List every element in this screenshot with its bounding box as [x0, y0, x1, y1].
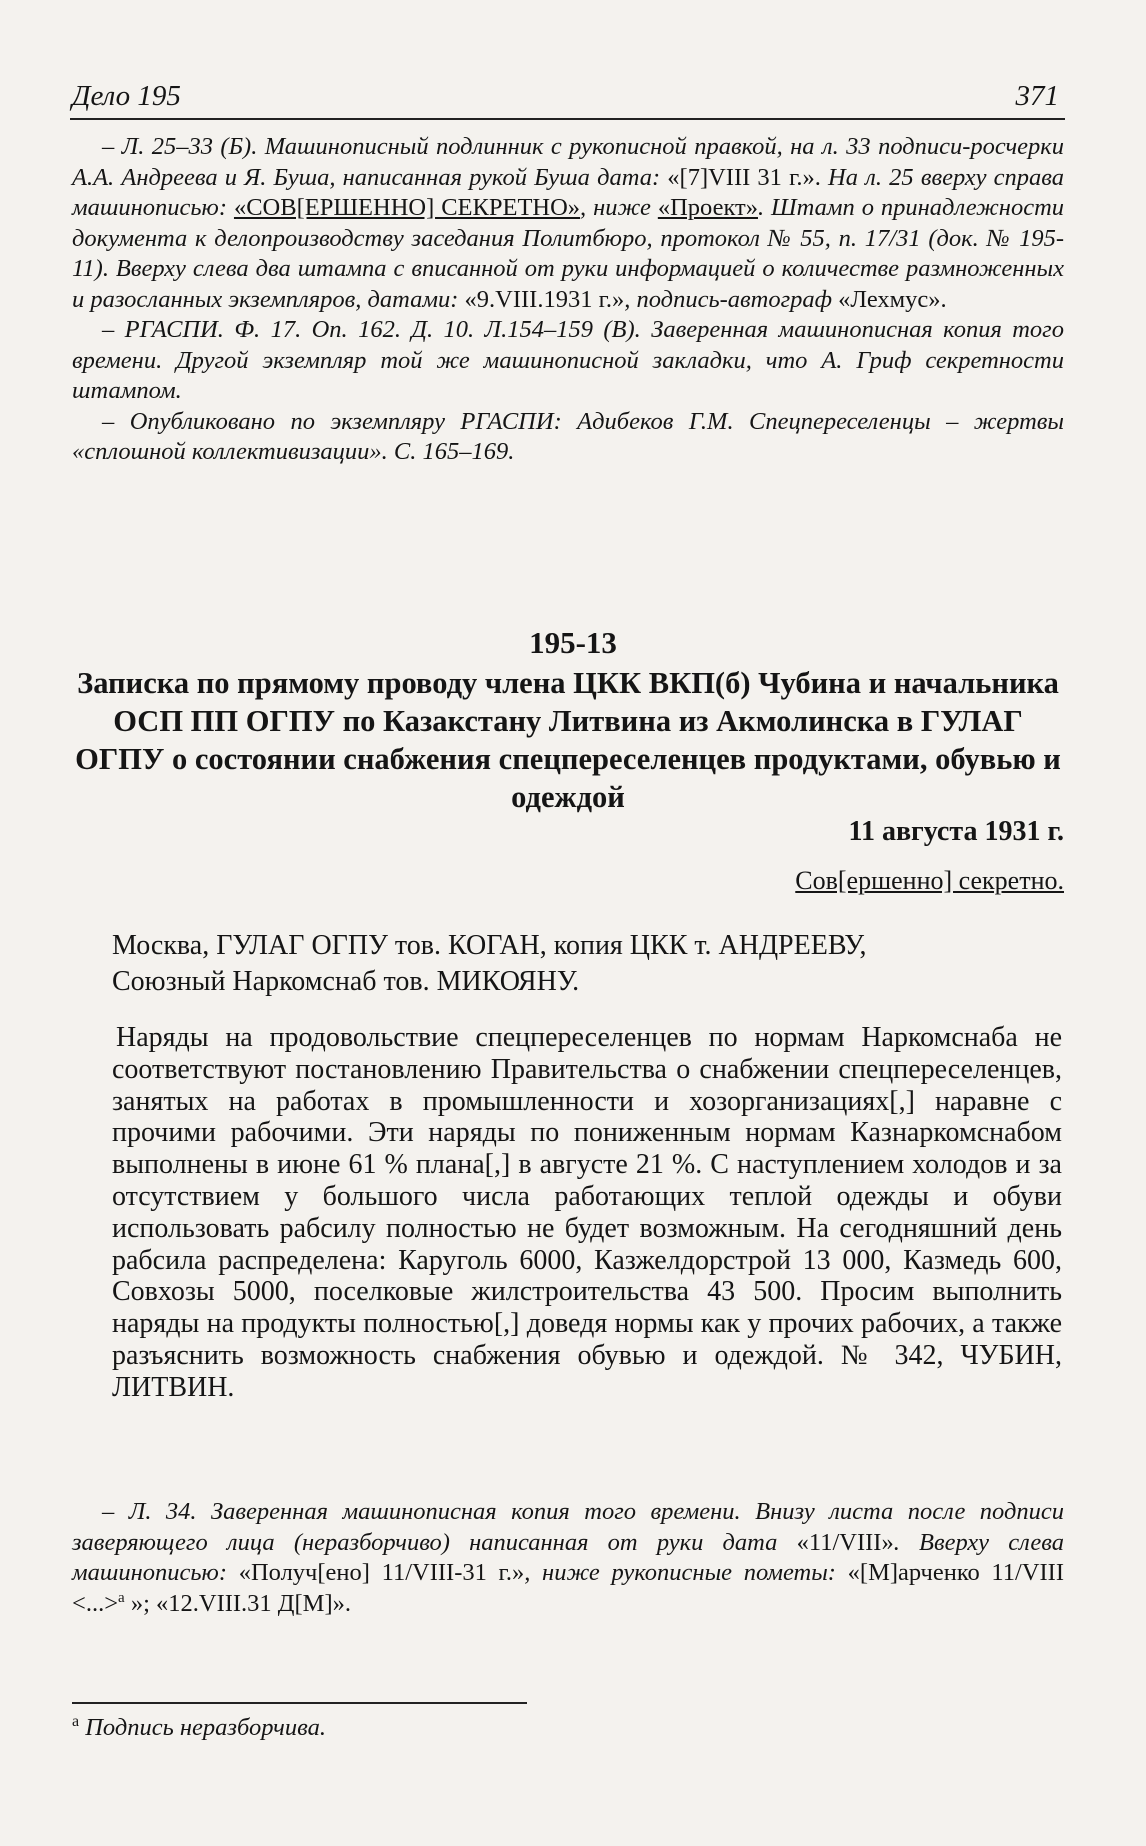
archive-note-1	[72, 132, 1064, 315]
source-received: «Получ[ено] 11/VIII-31 г.»	[238, 1559, 525, 1586]
running-header	[70, 70, 1065, 120]
archive-notes	[72, 132, 1064, 468]
source-text-1: – Л. 34. Заверенная машинописная копия того времени. Внизу листа после подписи заверяющего лица (неразборчиво) написанная от руки дата	[72, 1498, 1064, 1556]
source-date: «11/VIII»	[796, 1528, 894, 1556]
note-1-project: «Проект»	[657, 194, 758, 221]
page-number: 371	[1015, 80, 1059, 112]
body-paragraph: Наряды на продовольствие спецпереселенцев по нормам Наркомснаба не соответствуют постановлению Правительства о снабжении спецпереселенцев, занятых на работах в промышленности и хозорганизациях[,] наравне с прочими рабочими. Эти наряды по пониженным нормам Казнаркомснабом выполнены в июне 61 % плана[,] в августе 21 %. С наступлением холодов и за отсутствием у большого числа работающих теплой одежды и обуви использовать рабсилу полностью не будет возможным. На сегодняшний день рабсила распределена: Каруголь 6000, Казжелдорстрой 13 000, Казмедь 600, Совхозы 5000, поселковые жилстроительства 43 500. Просим выполнить наряды на продукты полностью[,] доведя нормы как у прочих рабочих, а также разъяснить возможность снабжения обувью и одеждой. № 342, ЧУБИН, ЛИТВИН.	[112, 1022, 1062, 1403]
source-note-paragraph	[72, 1497, 1064, 1619]
addressee-line-2: Союзный Наркомснаб тов. МИКОЯНУ.	[112, 966, 580, 997]
footnote-text: Подпись неразборчива.	[79, 1714, 326, 1741]
addressee	[112, 928, 1062, 1000]
note-1-text-3: , ниже	[580, 194, 658, 221]
running-header-case: Дело 195	[72, 80, 181, 112]
note-1-name: «Лехмус».	[838, 285, 947, 313]
footnote-ref: а	[118, 1589, 125, 1606]
source-mark-1-end: »;	[124, 1589, 150, 1617]
note-1-text-4: . Штамп о принадлежности документа к делопроизводству заседания Политбюро, протокол № 55, п. 17/31 (док. № 195-11). Вверху слева два штампа с вписанной от руки информацией о количестве размноженных и разосланных экземпляров, датами:	[72, 194, 1065, 313]
document-date: 11 августа 1931 г.	[848, 816, 1064, 847]
note-1-stamp: «СОВ[ЕРШЕННО] СЕКРЕТНО»	[233, 194, 581, 221]
document-number: 195-13	[529, 625, 617, 660]
note-1-dates: «9.VIII.1931 г.»	[464, 285, 625, 313]
source-note	[72, 1497, 1064, 1619]
footnote-marker: а	[72, 1712, 80, 1730]
note-1-date: «[7]VIII 31 г.».	[667, 163, 821, 191]
note-1-text-2: На л. 25 вверху справа машинописью:	[72, 163, 1064, 221]
classification-stamp: Сов[ершенно] секретно.	[795, 866, 1064, 895]
archive-note-3: – Опубликовано по экземпляру РГАСПИ: Адибеков Г.М. Спецпереселенцы – жертвы «сплошной коллективизации». С. 165–169.	[72, 407, 1064, 465]
source-mark-2: «12.VIII.31 Д[М]».	[156, 1589, 351, 1617]
addressee-line-1: Москва, ГУЛАГ ОГПУ тов. КОГАН, копия ЦКК т. АНДРЕЕВУ,	[112, 930, 867, 961]
source-text-3: , ниже рукописные пометы:	[524, 1559, 848, 1586]
archive-note-2: – РГАСПИ. Ф. 17. Оп. 162. Д. 10. Л.154–159 (В). Заверенная машинописная копия того времени. Другой экземпляр той же машинописной закладки, что А. Гриф секретности штампом.	[72, 316, 1064, 404]
footnote	[72, 1714, 326, 1742]
source-mark-1: «[М]арченко 11/VIII <...>	[72, 1559, 1065, 1617]
source-text-2: . Вверху слева машинописью:	[72, 1528, 1064, 1586]
note-1-text-5: , подпись-автограф	[624, 285, 839, 313]
document-title: Записка по прямому проводу члена ЦКК ВКП(б) Чубина и начальника ОСП ПП ОГПУ по Казакстану Литвина из Акмолинска в ГУЛАГ ОГПУ о состоянии снабжения спецпереселенцев продуктами, обувью и одеждой	[75, 666, 1061, 814]
note-1-text: – Л. 25–33 (Б). Машинописный подлинник с рукописной правкой, на л. 33 подписи-росчерки А.А. Андреева и Я. Буша, написанная рукой Буша дата:	[72, 133, 1064, 191]
document-body	[112, 1022, 1062, 1404]
footnote-divider	[72, 1702, 527, 1704]
